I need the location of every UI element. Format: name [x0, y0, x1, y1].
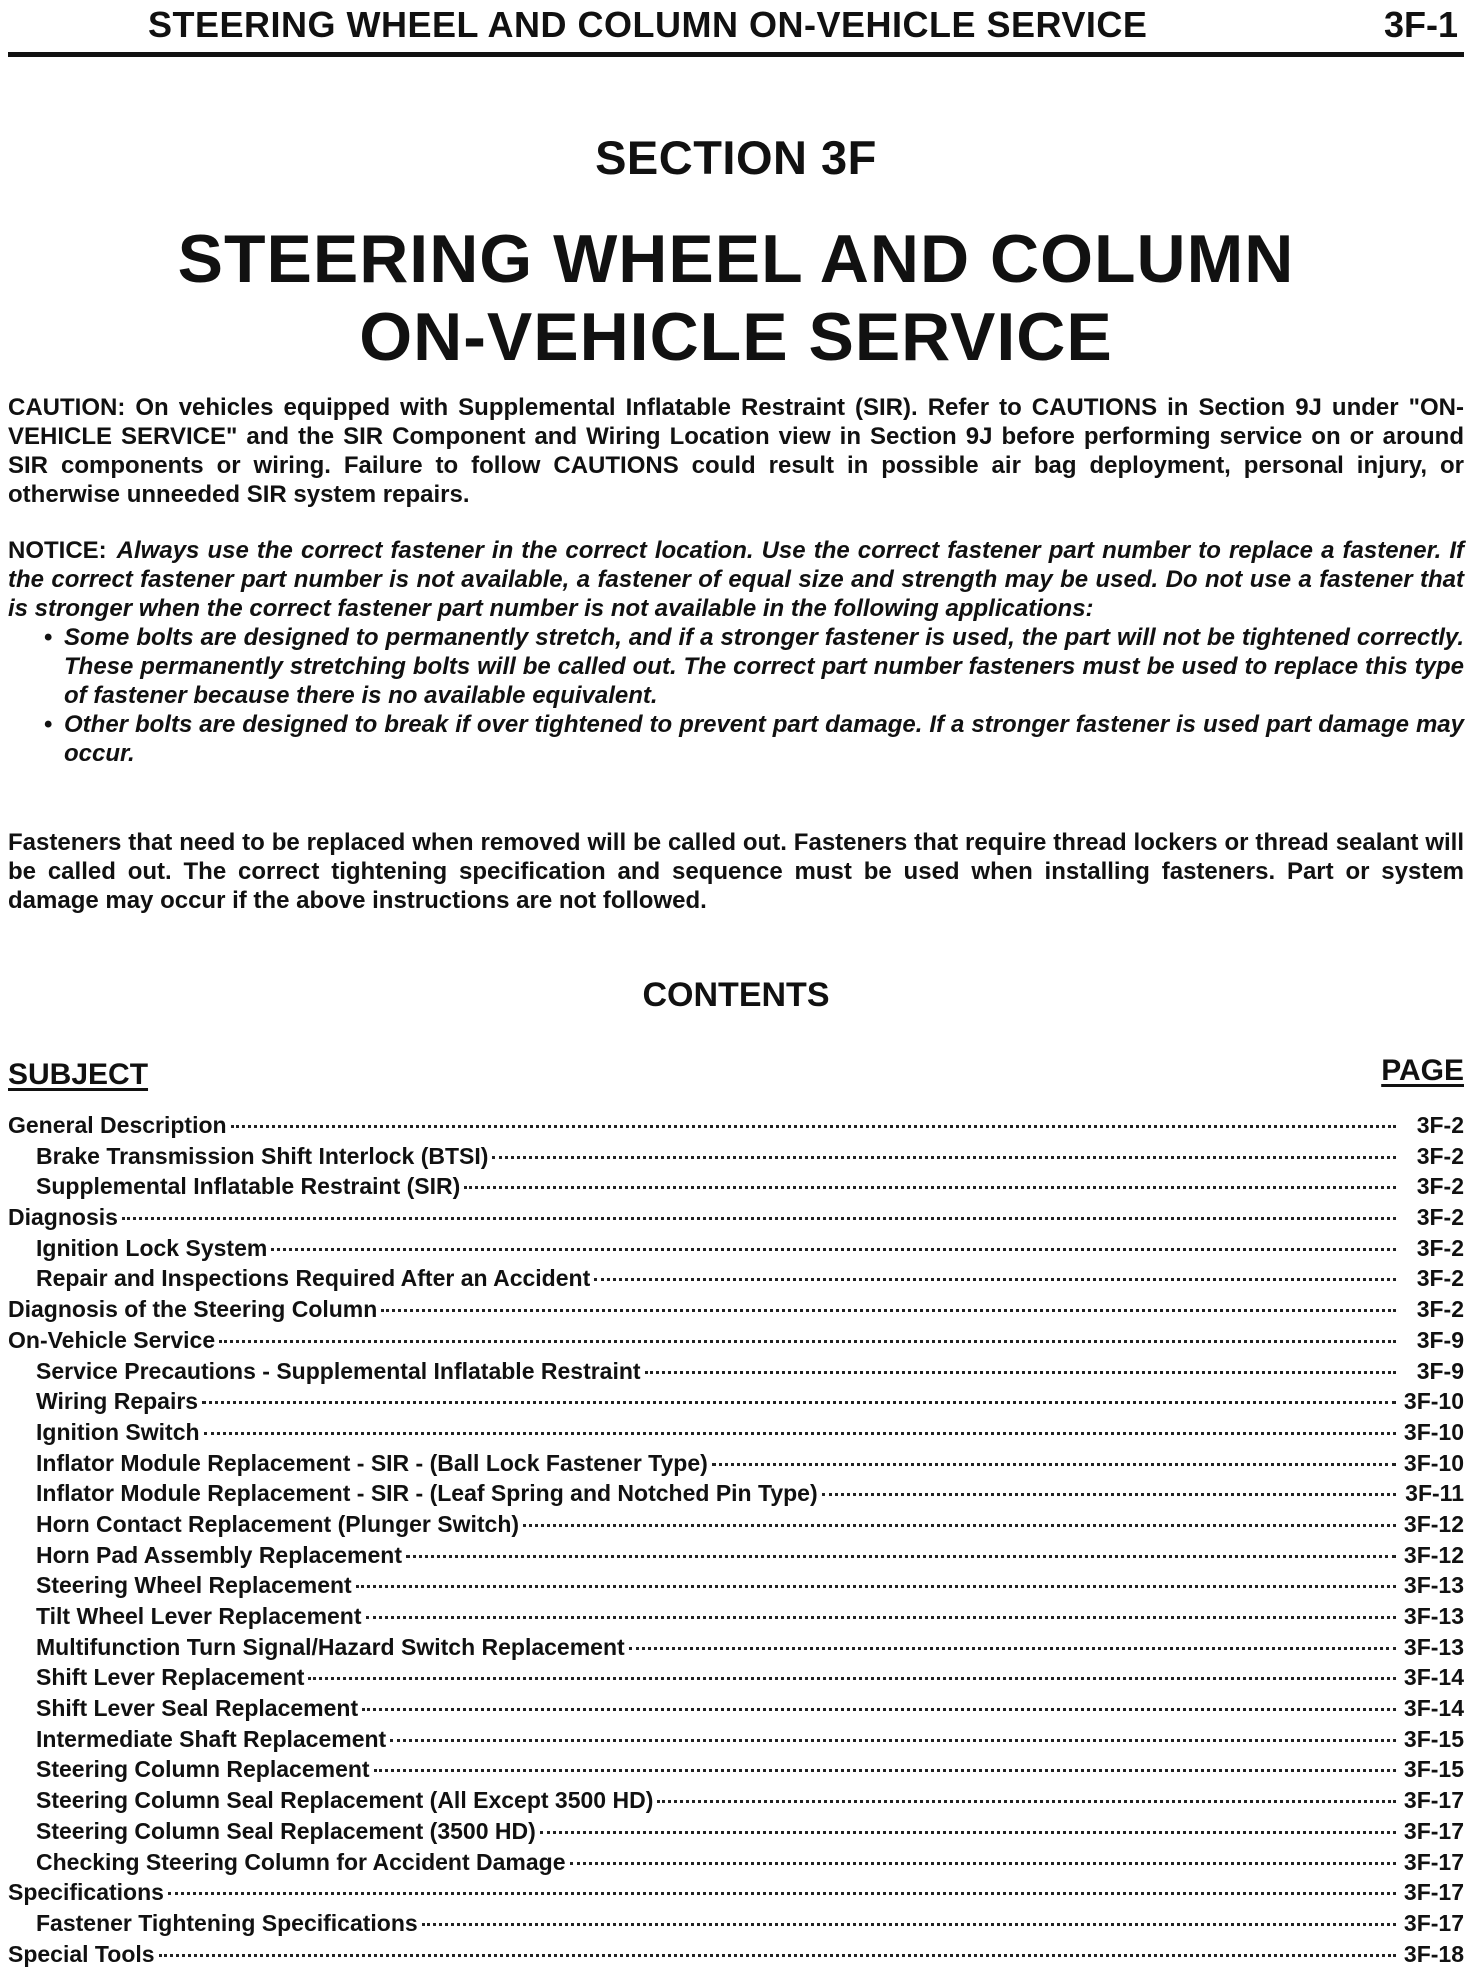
- toc-entry-page: 3F-15: [1403, 1725, 1464, 1752]
- toc-entry-page: 3F-2: [1416, 1142, 1464, 1169]
- toc-entry-page: 3F-14: [1403, 1695, 1464, 1722]
- dot-leader: [366, 1616, 1396, 1619]
- notice-bullet-text: Some bolts are designed to permanently stretch, and if a stronger fastener is used, the part will not be tightened correctly. These permanently stretching bolts will be called out. The correct part number fasteners must be used to replace this type of fastener because there is no available equivalent.: [64, 624, 1464, 709]
- toc-entry: [8, 1173, 1464, 1204]
- toc-entry-label: Steering Column Seal Replacement (3500 HD): [36, 1817, 536, 1844]
- dot-leader: [374, 1769, 1396, 1772]
- section-label: SECTION 3F: [595, 131, 877, 184]
- toc-entry: [8, 1511, 1464, 1542]
- toc-entry-page: 3F-17: [1403, 1909, 1464, 1936]
- dot-leader: [231, 1125, 1396, 1128]
- header-page-number: 3F-1: [1383, 4, 1458, 45]
- toc-entry-page: 3F-2: [1416, 1265, 1464, 1292]
- toc-entry-page: 3F-17: [1403, 1848, 1464, 1875]
- dot-leader: [159, 1954, 1396, 1957]
- toc-entry-label: Inflator Module Replacement - SIR - (Ball Lock Fastener Type): [36, 1449, 708, 1476]
- toc-entry-label: Horn Contact Replacement (Plunger Switch): [36, 1510, 520, 1537]
- toc-entry: [8, 1756, 1464, 1787]
- toc-entry: [8, 1634, 1464, 1665]
- table-of-contents: [8, 1112, 1464, 1971]
- toc-entry: [8, 1542, 1464, 1573]
- running-header: [8, 4, 1464, 57]
- toc-entry-page: 3F-10: [1403, 1449, 1464, 1476]
- toc-entry: [8, 1235, 1464, 1266]
- toc-entry-page: 3F-2: [1416, 1173, 1464, 1200]
- toc-entry: [8, 1480, 1464, 1511]
- toc-entry-label: Shift Lever Seal Replacement: [36, 1695, 359, 1722]
- toc-entry-label: Checking Steering Column for Accident Damage: [36, 1848, 566, 1875]
- toc-entry: [8, 1265, 1464, 1296]
- toc-entry-label: Steering Wheel Replacement: [36, 1572, 352, 1599]
- toc-entry-label: Wiring Repairs: [36, 1388, 199, 1415]
- toc-entry: [8, 1726, 1464, 1757]
- toc-entry: [8, 1910, 1464, 1941]
- notice-bullet: [8, 623, 1464, 710]
- dot-leader: [422, 1923, 1396, 1926]
- dot-leader: [594, 1278, 1396, 1281]
- dot-leader: [202, 1401, 1396, 1404]
- dot-leader: [406, 1555, 1396, 1558]
- toc-entry: [8, 1603, 1464, 1634]
- toc-entry-label: Multifunction Turn Signal/Hazard Switch Replacement: [36, 1633, 625, 1660]
- dot-leader: [657, 1800, 1396, 1803]
- page-title: [0, 220, 1472, 376]
- dot-leader: [168, 1892, 1396, 1895]
- toc-entry-label: Repair and Inspections Required After an Accident: [36, 1265, 591, 1292]
- dot-leader: [122, 1217, 1396, 1220]
- toc-entry: [8, 1327, 1464, 1358]
- toc-entry-page: 3F-15: [1403, 1756, 1464, 1783]
- toc-entry-page: 3F-10: [1403, 1418, 1464, 1445]
- dot-leader: [308, 1677, 1396, 1680]
- toc-entry-page: 3F-2: [1416, 1204, 1464, 1231]
- toc-entry-label: Service Precautions - Supplemental Inflatable Restraint: [36, 1357, 641, 1384]
- toc-entry-label: Horn Pad Assembly Replacement: [36, 1541, 402, 1568]
- toc-entry-page: 3F-12: [1403, 1541, 1464, 1568]
- toc-entry-page: 3F-9: [1416, 1357, 1464, 1384]
- toc-entry: [8, 1112, 1464, 1143]
- dot-leader: [822, 1493, 1396, 1496]
- toc-entry: [8, 1818, 1464, 1849]
- toc-entry-label: Brake Transmission Shift Interlock (BTSI): [36, 1142, 489, 1169]
- toc-entry-label: Supplemental Inflatable Restraint (SIR): [36, 1173, 461, 1200]
- toc-entry: [8, 1849, 1464, 1880]
- toc-entry: [8, 1695, 1464, 1726]
- toc-entry-page: 3F-12: [1403, 1510, 1464, 1537]
- toc-entry-page: 3F-17: [1403, 1879, 1464, 1906]
- dot-leader: [523, 1524, 1396, 1527]
- toc-entry-label: Ignition Lock System: [36, 1234, 268, 1261]
- page-column-header: PAGE: [1381, 1054, 1464, 1087]
- toc-entry-label: Specifications: [8, 1879, 164, 1906]
- bullet-mark: •: [44, 711, 53, 738]
- toc-entry-page: 3F-9: [1416, 1326, 1464, 1353]
- toc-entry-page: 3F-11: [1405, 1480, 1464, 1507]
- notice-bullet-text: Other bolts are designed to break if over tightened to prevent part damage. If a stronger fastener is used part damage may occur.: [64, 711, 1464, 767]
- toc-entry-page: 3F-13: [1403, 1603, 1464, 1629]
- fasteners-paragraph: Fasteners that need to be replaced when removed will be called out. Fasteners that require thread lockers or thread sealant will be called out. The correct tightening specification and sequence must be used when installing fasteners. Part or system damage may occur if the above instructions are not followed.: [8, 829, 1464, 914]
- contents-heading: CONTENTS: [642, 976, 830, 1014]
- toc-entry: [8, 1787, 1464, 1818]
- toc-entry: [8, 1941, 1464, 1972]
- toc-entry-label: Intermediate Shaft Replacement: [36, 1725, 387, 1752]
- toc-entry: [8, 1204, 1464, 1235]
- toc-entry-page: 3F-13: [1403, 1572, 1464, 1599]
- dot-leader: [492, 1156, 1396, 1159]
- toc-entry-label: Steering Column Seal Replacement (All Except 3500 HD): [36, 1787, 654, 1814]
- toc-entry-label: General Description: [8, 1112, 227, 1138]
- dot-leader: [362, 1708, 1396, 1711]
- toc-entry-page: 3F-17: [1403, 1817, 1464, 1844]
- dot-leader: [540, 1831, 1396, 1834]
- notice-block: [8, 536, 1464, 768]
- toc-entry-label: Special Tools: [8, 1940, 155, 1967]
- dot-leader: [219, 1340, 1396, 1343]
- toc-entry: [8, 1879, 1464, 1910]
- header-title: STEERING WHEEL AND COLUMN ON-VEHICLE SERVICE: [148, 4, 1148, 45]
- notice-body: Always use the correct fastener in the correct location. Use the correct fastener part number to replace a fastener. If the correct fastener part number is not available, a fastener of equal size and strength may be used. Do not use a fastener that is stronger when the correct fastener part number is not available in the following applications:: [8, 537, 1464, 622]
- toc-entry-page: 3F-14: [1403, 1664, 1464, 1691]
- toc-entry: [8, 1572, 1464, 1603]
- caution-paragraph: CAUTION: On vehicles equipped with Supplemental Inflatable Restraint (SIR). Refer to CAUTIONS in Section 9J under "ON-VEHICLE SERVICE" and the SIR Component and Wiring Location view in Section 9J before performing service on or around SIR components or wiring. Failure to follow CAUTIONS could result in possible air bag deployment, personal injury, or otherwise unneeded SIR system repairs.: [8, 394, 1464, 508]
- dot-leader: [645, 1371, 1396, 1374]
- toc-entry-page: 3F-2: [1416, 1112, 1464, 1138]
- dot-leader: [712, 1463, 1396, 1466]
- toc-entry: [8, 1419, 1464, 1450]
- dot-leader: [356, 1585, 1396, 1588]
- toc-entry: [8, 1358, 1464, 1389]
- toc-entry-page: 3F-17: [1403, 1787, 1464, 1814]
- dot-leader: [390, 1739, 1396, 1742]
- subject-column-header: SUBJECT: [8, 1058, 149, 1091]
- toc-entry-label: Fastener Tightening Specifications: [36, 1909, 418, 1936]
- dot-leader: [381, 1309, 1396, 1312]
- toc-entry: [8, 1296, 1464, 1327]
- toc-entry-label: Tilt Wheel Lever Replacement: [36, 1603, 362, 1629]
- notice-bullet-list: [8, 623, 1464, 768]
- toc-entry-label: Diagnosis of the Steering Column: [8, 1296, 378, 1323]
- bullet-mark: •: [44, 624, 53, 651]
- toc-entry-label: Shift Lever Replacement: [36, 1664, 305, 1691]
- dot-leader: [204, 1432, 1396, 1435]
- toc-entry-label: Ignition Switch: [36, 1418, 200, 1445]
- toc-entry: [8, 1664, 1464, 1695]
- page-title-line-1: STEERING WHEEL AND COLUMN: [177, 221, 1295, 297]
- dot-leader: [271, 1248, 1396, 1251]
- toc-entry: [8, 1143, 1464, 1174]
- toc-entry: [8, 1388, 1464, 1419]
- dot-leader: [570, 1862, 1396, 1865]
- dot-leader: [464, 1186, 1396, 1189]
- toc-entry-page: 3F-13: [1403, 1633, 1464, 1660]
- page-title-line-2: ON-VEHICLE SERVICE: [359, 299, 1113, 375]
- toc-entry: [8, 1450, 1464, 1481]
- toc-entry-page: 3F-2: [1416, 1296, 1464, 1323]
- toc-entry-page: 3F-18: [1403, 1940, 1464, 1967]
- dot-leader: [629, 1647, 1396, 1650]
- toc-entry-page: 3F-2: [1416, 1234, 1464, 1261]
- notice-lead: NOTICE:: [8, 537, 107, 564]
- toc-entry-label: Steering Column Replacement: [36, 1756, 370, 1783]
- toc-entry-label: Diagnosis: [8, 1204, 118, 1231]
- toc-entry-page: 3F-10: [1403, 1388, 1464, 1415]
- notice-bullet: [8, 710, 1464, 768]
- toc-entry-label: Inflator Module Replacement - SIR - (Leaf Spring and Notched Pin Type): [36, 1480, 818, 1507]
- toc-entry-label: On-Vehicle Service: [8, 1326, 216, 1353]
